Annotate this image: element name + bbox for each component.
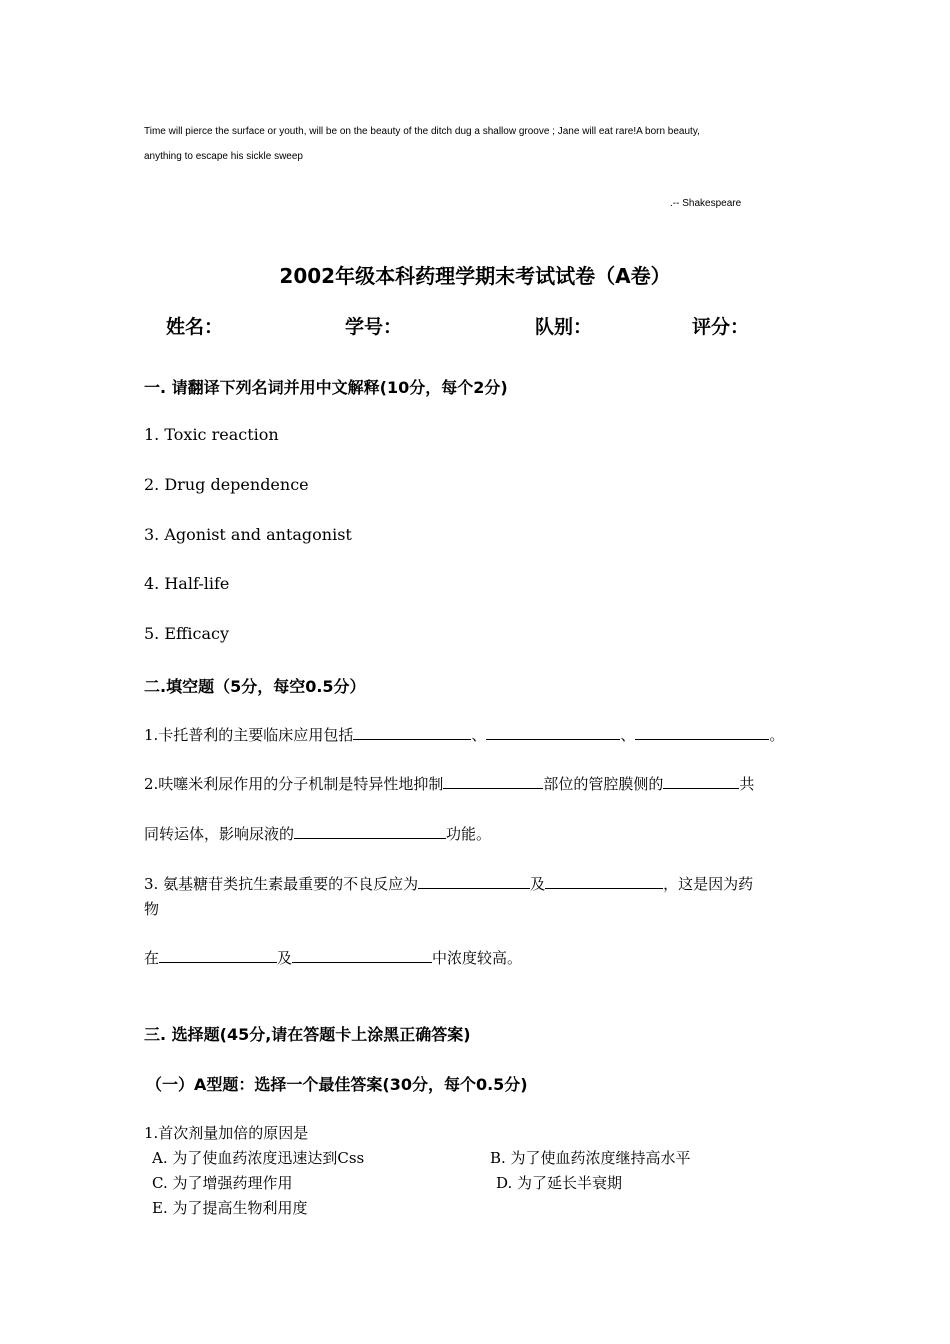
answer-blank[interactable] bbox=[663, 774, 739, 789]
question-text: 及 bbox=[277, 949, 293, 967]
question-text: ，这是因为药 bbox=[663, 875, 754, 893]
question-text: 同转运体，影响尿液的 bbox=[144, 825, 295, 843]
separator: 、 bbox=[620, 726, 636, 744]
answer-blank[interactable] bbox=[635, 725, 769, 740]
quote-line-2: anything to escape his sickle sweep bbox=[144, 151, 303, 162]
question-text: 及 bbox=[530, 875, 546, 893]
fill-question-3 bbox=[144, 873, 753, 894]
question-text: 共 bbox=[739, 775, 755, 793]
question-end: 。 bbox=[769, 726, 785, 744]
mc-option-b[interactable]: B. 为了使血药浓度继持高水平 bbox=[490, 1149, 691, 1167]
fill-question-2-cont bbox=[144, 823, 491, 844]
fill-question-3-cont bbox=[144, 947, 522, 968]
quote-line-1: Time will pierce the surface or youth, will be on the beauty of the ditch dug a shallow groove ; Jane will eat rare!A born beauty, bbox=[144, 126, 700, 137]
team-label: 队别： bbox=[535, 316, 593, 338]
quote-author: .-- Shakespeare bbox=[670, 198, 742, 209]
question-text: 中浓度较高。 bbox=[432, 949, 523, 967]
exam-title: 2002年级本科药理学期末考试试卷（A卷） bbox=[279, 264, 671, 288]
mc-option-e[interactable]: E. 为了提高生物利用度 bbox=[152, 1199, 308, 1217]
section3-heading: 三. 选择题(45分,请在答题卡上涂黑正确答案) bbox=[144, 1025, 471, 1044]
mc-option-d[interactable]: D. 为了延长半衰期 bbox=[496, 1174, 623, 1192]
answer-blank[interactable] bbox=[443, 774, 543, 789]
fill-question-2 bbox=[144, 773, 754, 794]
section2-heading: 二.填空题（5分，每空0.5分） bbox=[144, 677, 366, 696]
question-text: 部位的管腔膜侧的 bbox=[543, 775, 664, 793]
answer-blank[interactable] bbox=[545, 874, 663, 889]
answer-blank[interactable] bbox=[418, 874, 530, 889]
answer-blank[interactable] bbox=[353, 725, 471, 740]
fill-question-1 bbox=[144, 724, 784, 745]
term-item: 2. Drug dependence bbox=[144, 475, 309, 494]
mc-option-a[interactable]: A. 为了使血药浓度迅速达到Css bbox=[152, 1149, 365, 1167]
question-text: 1.卡托普利的主要临床应用包括 bbox=[144, 726, 354, 744]
answer-blank[interactable] bbox=[292, 948, 432, 963]
mc-option-c[interactable]: C. 为了增强药理作用 bbox=[152, 1174, 293, 1192]
answer-blank[interactable] bbox=[294, 824, 446, 839]
term-item: 1. Toxic reaction bbox=[144, 425, 279, 444]
score-label: 评分： bbox=[692, 316, 750, 338]
section3-subheading: （一）A型题：选择一个最佳答案(30分，每个0.5分) bbox=[146, 1075, 528, 1094]
section1-heading: 一. 请翻译下列名词并用中文解释(10分，每个2分) bbox=[144, 378, 508, 397]
separator: 、 bbox=[471, 726, 487, 744]
term-item: 3. Agonist and antagonist bbox=[144, 525, 352, 544]
question-text: 功能。 bbox=[446, 825, 492, 843]
term-item: 4. Half-life bbox=[144, 574, 230, 593]
term-item: 5. Efficacy bbox=[144, 624, 230, 643]
student-id-label: 学号： bbox=[345, 316, 403, 338]
question-text: 2.呋噻米利尿作用的分子机制是特异性地抑制 bbox=[144, 775, 444, 793]
mc-question-stem: 1.首次剂量加倍的原因是 bbox=[144, 1124, 309, 1142]
fill-question-3-wrap: 物 bbox=[144, 900, 160, 918]
answer-blank[interactable] bbox=[486, 725, 620, 740]
answer-blank[interactable] bbox=[159, 948, 277, 963]
name-label: 姓名： bbox=[166, 316, 224, 338]
question-text: 在 bbox=[144, 949, 160, 967]
question-text: 3. 氨基糖苷类抗生素最重要的不良反应为 bbox=[144, 875, 419, 893]
